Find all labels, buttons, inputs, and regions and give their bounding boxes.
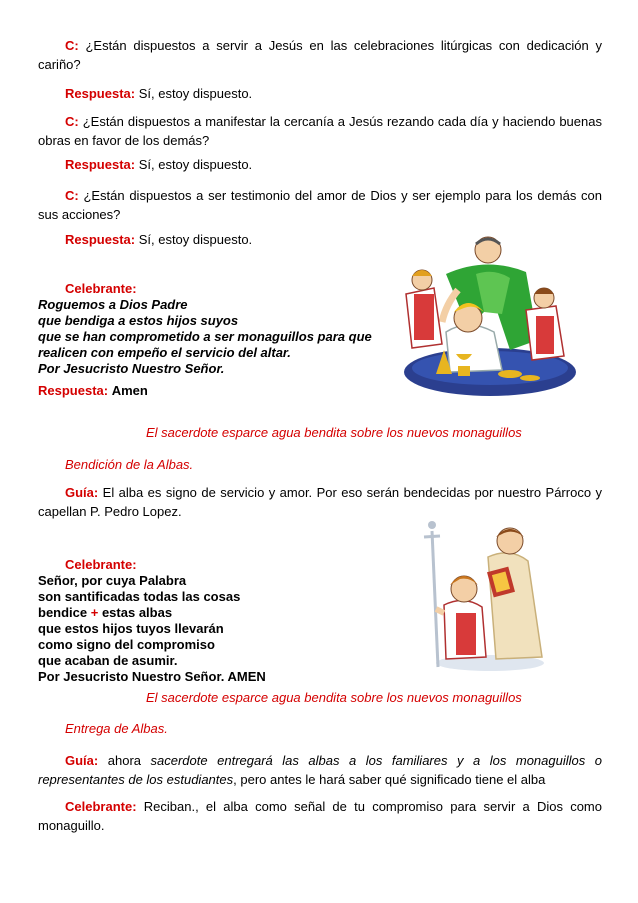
prayer-line: que se han comprometido a ser monaguillos para que xyxy=(38,329,372,344)
prayer-line xyxy=(38,605,266,621)
prayer-1 xyxy=(38,281,372,377)
prayer-line: Por Jesucristo Nuestro Señor. AMEN xyxy=(38,669,266,684)
rubric-2: El sacerdote esparce agua bendita sobre los nuevos monaguillos xyxy=(146,690,522,705)
prayer-line: que acaban de asumir. xyxy=(38,653,178,668)
prayer-line: Por Jesucristo Nuestro Señor. xyxy=(38,361,225,376)
response-text: Amen xyxy=(111,383,148,398)
response-amen xyxy=(38,381,602,400)
section-heading-2: Entrega de Albas. xyxy=(65,721,168,736)
question-text: ¿Están dispuestos a manifestar la cercanía a Jesús rezando cada día y haciendo buenas obras en favor de los demás? xyxy=(38,114,602,148)
question-text: ¿Están dispuestos a servir a Jesús en las celebraciones litúrgicas con dedicación y cariño? xyxy=(38,38,602,72)
prayer-line: Roguemos a Dios Padre xyxy=(38,297,188,312)
prayer-line: que bendiga a estos hijos suyos xyxy=(38,313,239,328)
response-1 xyxy=(38,84,602,103)
prayer-line-part: bendice xyxy=(38,605,91,620)
speaker-label: C: xyxy=(65,114,79,129)
guide-1 xyxy=(38,483,602,521)
rubric-1: El sacerdote esparce agua bendita sobre los nuevos monaguillos xyxy=(146,425,522,440)
speaker-label: Respuesta: xyxy=(65,86,136,101)
response-text: Sí, estoy dispuesto. xyxy=(138,157,253,172)
celebrant-label: Celebrante: xyxy=(65,557,137,572)
procession-illustration xyxy=(418,517,558,672)
speaker-label: Guía: xyxy=(65,485,99,500)
speaker-label: C: xyxy=(65,188,79,203)
question-2 xyxy=(38,112,602,150)
guide-text: , pero antes le hará saber qué significado tiene el alba xyxy=(233,772,546,787)
section-heading-1: Bendición de la Albas. xyxy=(65,457,194,472)
speaker-label: Guía: xyxy=(65,753,99,768)
cross-sign: + xyxy=(90,605,99,620)
question-text: ¿Están dispuestos a ser testimonio del amor de Dios y ser ejemplo para los demás con sus acciones? xyxy=(38,188,602,222)
speaker-label: Respuesta: xyxy=(65,232,136,247)
guide-text: El alba es signo de servicio y amor. Por eso serán bendecidas por nuestro Párroco y capellan P. Pedro Lopez. xyxy=(38,485,602,519)
speaker-label: Celebrante: xyxy=(65,799,137,814)
prayer-line: Señor, por cuya Palabra xyxy=(38,573,187,588)
celebrant-label: Celebrante: xyxy=(65,281,137,296)
speaker-label: Respuesta: xyxy=(65,157,136,172)
question-3 xyxy=(38,186,602,224)
prayer-line: son santificadas todas las cosas xyxy=(38,589,241,604)
altar-servers-vesting-illustration xyxy=(398,232,576,397)
question-1 xyxy=(38,36,602,74)
guide-2 xyxy=(38,751,602,789)
prayer-2 xyxy=(38,557,266,685)
prayer-line: como signo del compromiso xyxy=(38,637,215,652)
guide-text: ahora xyxy=(107,753,151,768)
speaker-label: Respuesta: xyxy=(38,383,109,398)
response-2 xyxy=(38,155,602,174)
prayer-line: realicen con empeño el servicio del altar. xyxy=(38,345,291,360)
guide-text-italic: sacerdote entregará las albas a los familiares y a los monaguillos o representantes de los estudiantes xyxy=(38,753,602,787)
response-text: Sí, estoy dispuesto. xyxy=(138,86,253,101)
prayer-line-part: estas albas xyxy=(98,605,173,620)
celebrant-text: Reciban., el alba como señal de tu compromiso para servir a Dios como monaguillo. xyxy=(38,799,602,833)
celebrant-final xyxy=(38,797,602,835)
response-text: Sí, estoy dispuesto. xyxy=(138,232,253,247)
speaker-label: C: xyxy=(65,38,79,53)
prayer-line: que estos hijos tuyos llevarán xyxy=(38,621,224,636)
